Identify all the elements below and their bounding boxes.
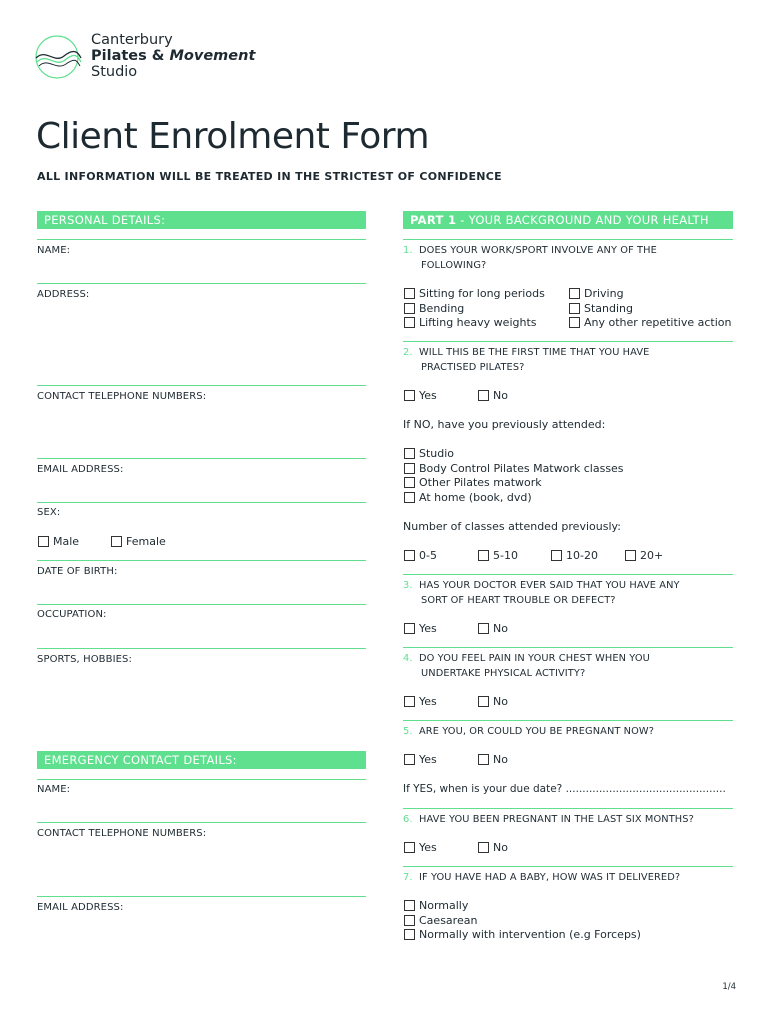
classes-10-20[interactable]: 10-20 <box>551 549 598 564</box>
address-label: ADDRESS: <box>37 289 90 300</box>
divider <box>37 239 366 240</box>
option-bending[interactable]: Bending <box>404 302 545 317</box>
classes-5-10[interactable]: 5-10 <box>478 549 518 564</box>
logo-line1: Canterbury <box>91 32 173 48</box>
name-label: NAME: <box>37 245 71 256</box>
q2-yes[interactable]: Yes <box>404 389 437 404</box>
checkbox[interactable] <box>404 842 415 853</box>
emergency-contact-header: EMERGENCY CONTACT DETAILS: <box>37 751 366 769</box>
option-at-home[interactable]: At home (book, dvd) <box>404 491 624 506</box>
divider <box>403 866 733 867</box>
q6-yes[interactable]: Yes <box>404 841 437 856</box>
divider <box>37 896 366 897</box>
page-number: 1/4 <box>722 982 736 992</box>
classes-20-plus[interactable]: 20+ <box>625 549 663 564</box>
checkbox[interactable] <box>404 550 415 561</box>
option-intervention[interactable]: Normally with intervention (e.g Forceps) <box>404 928 641 943</box>
checkbox[interactable] <box>404 754 415 765</box>
delivery-options <box>404 899 641 943</box>
checkbox[interactable] <box>38 536 49 547</box>
personal-details-header: PERSONAL DETAILS: <box>37 211 366 229</box>
sex-male-option[interactable]: Male <box>38 535 79 550</box>
checkbox[interactable] <box>404 492 415 503</box>
divider <box>37 779 366 780</box>
question-6: 6. HAVE YOU BEEN PREGNANT IN THE LAST SIX MONTHS? <box>403 814 694 825</box>
logo-line3: Studio <box>91 64 138 80</box>
divider <box>37 502 366 503</box>
q4-no[interactable]: No <box>478 695 508 710</box>
logo-mark <box>34 34 82 80</box>
checkbox[interactable] <box>111 536 122 547</box>
option-driving[interactable]: Driving <box>569 287 731 302</box>
checkbox[interactable] <box>551 550 562 561</box>
checkbox[interactable] <box>404 303 415 314</box>
checkbox[interactable] <box>569 317 580 328</box>
q3-no[interactable]: No <box>478 622 508 637</box>
logo-text <box>91 32 255 80</box>
phone-label: CONTACT TELEPHONE NUMBERS: <box>37 391 207 402</box>
divider <box>37 648 366 649</box>
option-other-matwork[interactable]: Other Pilates matwork <box>404 476 624 491</box>
option-standing[interactable]: Standing <box>569 302 731 317</box>
divider <box>403 720 733 721</box>
due-date-field[interactable]: If YES, when is your due date? ................................................ <box>403 783 726 795</box>
if-no-text: If NO, have you previously attended: <box>403 418 606 431</box>
classes-0-5[interactable]: 0-5 <box>404 549 437 564</box>
page-title: Client Enrolment Form <box>36 116 430 157</box>
checkbox[interactable] <box>625 550 636 561</box>
q3-yes[interactable]: Yes <box>404 622 437 637</box>
option-repetitive[interactable]: Any other repetitive action <box>569 316 731 331</box>
q6-no[interactable]: No <box>478 841 508 856</box>
q5-yes[interactable]: Yes <box>404 753 437 768</box>
divider <box>403 341 733 342</box>
confidentiality-note: ALL INFORMATION WILL BE TREATED IN THE STRICTEST OF CONFIDENCE <box>37 170 502 183</box>
divider <box>37 385 366 386</box>
emergency-phone-label: CONTACT TELEPHONE NUMBERS: <box>37 828 207 839</box>
question-4: 4. DO YOU FEEL PAIN IN YOUR CHEST WHEN YOU UNDERTAKE PHYSICAL ACTIVITY? <box>403 653 650 679</box>
checkbox[interactable] <box>404 915 415 926</box>
divider <box>37 822 366 823</box>
question-1: 1. DOES YOUR WORK/SPORT INVOLVE ANY OF THE FOLLOWING? <box>403 245 657 271</box>
checkbox[interactable] <box>404 317 415 328</box>
divider <box>403 647 733 648</box>
checkbox[interactable] <box>478 623 489 634</box>
divider <box>37 560 366 561</box>
emergency-email-label: EMAIL ADDRESS: <box>37 902 124 913</box>
sex-female-option[interactable]: Female <box>111 535 166 550</box>
checkbox[interactable] <box>478 696 489 707</box>
divider <box>37 283 366 284</box>
question-7: 7. IF YOU HAVE HAD A BABY, HOW WAS IT DELIVERED? <box>403 872 681 883</box>
divider <box>37 458 366 459</box>
divider <box>37 604 366 605</box>
email-label: EMAIL ADDRESS: <box>37 464 124 475</box>
option-body-control[interactable]: Body Control Pilates Matwork classes <box>404 462 624 477</box>
checkbox[interactable] <box>569 288 580 299</box>
q1-options-a <box>404 287 545 331</box>
divider <box>403 574 733 575</box>
occupation-label: OCCUPATION: <box>37 609 107 620</box>
attended-options <box>404 447 624 506</box>
part1-header: PART 1 - YOUR BACKGROUND AND YOUR HEALTH <box>403 211 733 229</box>
sex-label: SEX: <box>37 507 61 518</box>
q2-no[interactable]: No <box>478 389 508 404</box>
divider <box>403 808 733 809</box>
checkbox[interactable] <box>404 929 415 940</box>
checkbox[interactable] <box>404 696 415 707</box>
logo-line2: Pilates & Movement <box>91 48 256 64</box>
checkbox[interactable] <box>404 900 415 911</box>
option-caesarean[interactable]: Caesarean <box>404 914 641 929</box>
checkbox[interactable] <box>478 754 489 765</box>
checkbox[interactable] <box>404 623 415 634</box>
q4-yes[interactable]: Yes <box>404 695 437 710</box>
divider <box>403 239 733 240</box>
checkbox[interactable] <box>404 463 415 474</box>
question-3: 3. HAS YOUR DOCTOR EVER SAID THAT YOU HAVE ANY SORT OF HEART TROUBLE OR DEFECT? <box>403 580 680 606</box>
checkbox[interactable] <box>478 390 489 401</box>
checkbox[interactable] <box>569 303 580 314</box>
option-sitting[interactable]: Sitting for long periods <box>404 287 545 302</box>
checkbox[interactable] <box>478 550 489 561</box>
checkbox[interactable] <box>404 288 415 299</box>
q1-options-b <box>569 287 731 331</box>
q5-no[interactable]: No <box>478 753 508 768</box>
checkbox[interactable] <box>404 390 415 401</box>
question-2: 2. WILL THIS BE THE FIRST TIME THAT YOU HAVE PRACTISED PILATES? <box>403 347 650 373</box>
dob-label: DATE OF BIRTH: <box>37 566 118 577</box>
checkbox[interactable] <box>478 842 489 853</box>
option-studio[interactable]: Studio <box>404 447 624 462</box>
checkbox[interactable] <box>404 477 415 488</box>
checkbox[interactable] <box>404 448 415 459</box>
emergency-name-label: NAME: <box>37 784 71 795</box>
question-5: 5. ARE YOU, OR COULD YOU BE PREGNANT NOW? <box>403 726 654 737</box>
num-classes-text: Number of classes attended previously: <box>403 520 621 533</box>
sports-label: SPORTS, HOBBIES: <box>37 654 132 665</box>
option-normally[interactable]: Normally <box>404 899 641 914</box>
option-lifting[interactable]: Lifting heavy weights <box>404 316 545 331</box>
